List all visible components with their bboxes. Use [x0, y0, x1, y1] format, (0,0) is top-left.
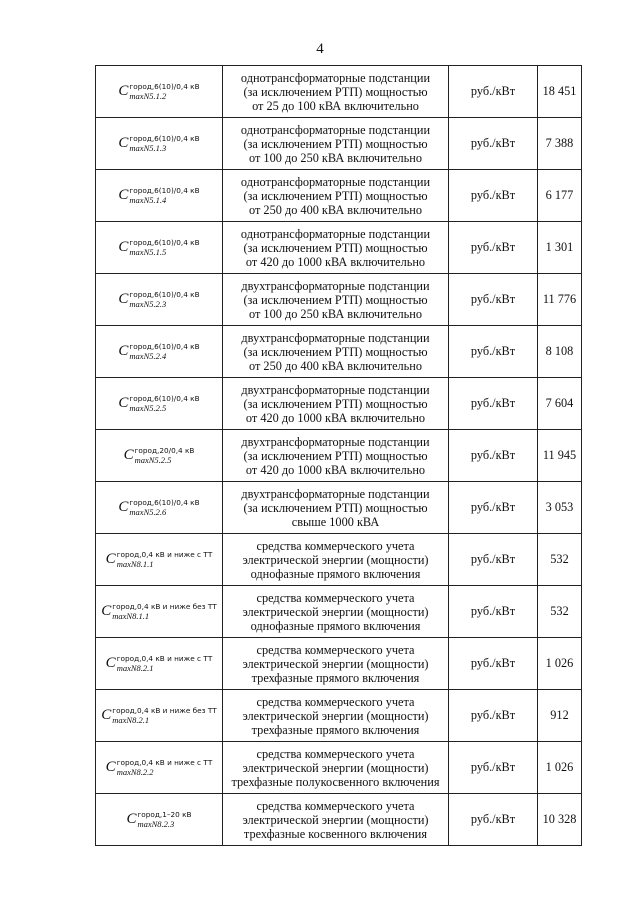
description-line: однотрансформаторные подстанции — [240, 70, 431, 85]
description-line: электрической энергии (мощности) — [242, 708, 429, 723]
symbol-subscript: maxN5.2.5 — [129, 403, 167, 414]
symbol-letter: C — [123, 447, 134, 464]
rate-symbol — [101, 707, 217, 725]
table-row — [96, 430, 582, 482]
description-cell — [223, 534, 449, 586]
unit-cell: руб./кВт — [449, 66, 538, 118]
symbol-letter: C — [101, 603, 112, 620]
description-line: от 420 до 1000 кВА включительно — [245, 410, 426, 425]
description-line: от 100 до 250 кВА включительно — [248, 150, 422, 165]
rate-symbol — [118, 239, 199, 257]
rate-symbol-cell — [96, 794, 223, 846]
description-line: однотрансформаторные подстанции — [240, 174, 431, 189]
description-cell — [223, 794, 449, 846]
description-line: средства коммерческого учета — [256, 798, 415, 813]
value-cell: 8 108 — [538, 326, 582, 378]
value-cell: 7 604 — [538, 378, 582, 430]
symbol-subscript: maxN8.2.3 — [137, 819, 175, 830]
description-line: электрической энергии (мощности) — [242, 760, 429, 775]
unit-cell: руб./кВт — [449, 430, 538, 482]
description-line: однотрансформаторные подстанции — [240, 122, 431, 137]
symbol-superscript: город,6(10)/0,4 кВ — [129, 497, 200, 507]
description-line: однотрансформаторные подстанции — [240, 226, 431, 241]
description-line: (за исключением РТП) мощностью — [243, 292, 428, 307]
symbol-subscript: maxN5.1.4 — [129, 195, 167, 206]
value-cell: 11 945 — [538, 430, 582, 482]
rate-symbol-cell — [96, 586, 223, 638]
symbol-superscript: город,6(10)/0,4 кВ — [129, 289, 200, 299]
rate-symbol — [106, 655, 213, 673]
symbol-subscript: maxN8.1.1 — [112, 611, 150, 622]
unit-cell: руб./кВт — [449, 690, 538, 742]
description-line: (за исключением РТП) мощностью — [243, 188, 428, 203]
table-row — [96, 482, 582, 534]
symbol-letter: C — [101, 707, 112, 724]
symbol-subscript: maxN5.1.2 — [129, 91, 167, 102]
description-cell — [223, 66, 449, 118]
table-row — [96, 326, 582, 378]
symbol-superscript: город,6(10)/0,4 кВ — [129, 81, 200, 91]
symbol-subscript: maxN8.2.1 — [116, 663, 154, 674]
symbol-letter: C — [118, 83, 129, 100]
rate-symbol — [106, 759, 213, 777]
description-line: от 420 до 1000 кВА включительно — [245, 254, 426, 269]
description-line: средства коммерческого учета — [256, 746, 415, 761]
value-cell: 7 388 — [538, 118, 582, 170]
rates-table — [95, 65, 582, 846]
table-row — [96, 638, 582, 690]
table-row — [96, 66, 582, 118]
value-cell: 18 451 — [538, 66, 582, 118]
description-line: трехфазные прямого включения — [251, 722, 420, 737]
description-line: свыше 1000 кВА — [291, 514, 380, 529]
unit-cell: руб./кВт — [449, 638, 538, 690]
description-cell — [223, 482, 449, 534]
description-line: от 25 до 100 кВА включительно — [252, 98, 419, 113]
description-line: (за исключением РТП) мощностью — [243, 396, 428, 411]
description-cell — [223, 274, 449, 326]
symbol-superscript: город,6(10)/0,4 кВ — [129, 185, 200, 195]
description-line: средства коммерческого учета — [256, 538, 415, 553]
description-line: средства коммерческого учета — [256, 590, 415, 605]
rate-symbol — [101, 603, 217, 621]
description-line: (за исключением РТП) мощностью — [243, 344, 428, 359]
symbol-subscript: maxN8.2.1 — [112, 715, 150, 726]
description-line: (за исключением РТП) мощностью — [243, 448, 428, 463]
description-line: (за исключением РТП) мощностью — [243, 136, 428, 151]
rate-symbol-cell — [96, 274, 223, 326]
description-line: от 100 до 250 кВА включительно — [248, 306, 422, 321]
description-cell — [223, 586, 449, 638]
rate-symbol-cell — [96, 326, 223, 378]
value-cell: 1 026 — [538, 742, 582, 794]
symbol-letter: C — [105, 655, 116, 672]
unit-cell: руб./кВт — [449, 586, 538, 638]
description-line: однофазные прямого включения — [250, 566, 421, 581]
rate-symbol-cell — [96, 222, 223, 274]
value-cell: 912 — [538, 690, 582, 742]
unit-cell: руб./кВт — [449, 742, 538, 794]
value-cell: 532 — [538, 534, 582, 586]
rate-symbol — [106, 551, 213, 569]
symbol-superscript: город,1–20 кВ — [137, 809, 192, 819]
description-line: электрической энергии (мощности) — [242, 604, 429, 619]
rate-symbol-cell — [96, 638, 223, 690]
rate-symbol-cell — [96, 430, 223, 482]
unit-cell: руб./кВт — [449, 378, 538, 430]
value-cell: 1 301 — [538, 222, 582, 274]
description-line: двухтрансформаторные подстанции — [241, 278, 430, 293]
value-cell: 6 177 — [538, 170, 582, 222]
table-row — [96, 274, 582, 326]
symbol-letter: C — [118, 395, 129, 412]
table-row — [96, 742, 582, 794]
description-line: двухтрансформаторные подстанции — [241, 434, 430, 449]
symbol-letter: C — [118, 291, 129, 308]
unit-cell: руб./кВт — [449, 118, 538, 170]
table-row — [96, 118, 582, 170]
symbol-superscript: город,6(10)/0,4 кВ — [129, 341, 200, 351]
unit-cell: руб./кВт — [449, 170, 538, 222]
table-row — [96, 690, 582, 742]
table-row — [96, 378, 582, 430]
description-line: (за исключением РТП) мощностью — [243, 84, 428, 99]
symbol-subscript: maxN5.1.5 — [129, 247, 167, 258]
rate-symbol-cell — [96, 170, 223, 222]
rate-symbol — [126, 811, 191, 829]
symbol-superscript: город,0,4 кВ и ниже без ТТ — [112, 705, 217, 715]
description-cell — [223, 690, 449, 742]
description-line: средства коммерческого учета — [256, 694, 415, 709]
rate-symbol — [118, 395, 199, 413]
description-line: (за исключением РТП) мощностью — [243, 240, 428, 255]
description-cell — [223, 378, 449, 430]
description-line: от 250 до 400 кВА включительно — [248, 202, 422, 217]
symbol-letter: C — [118, 343, 129, 360]
description-line: электрической энергии (мощности) — [242, 656, 429, 671]
symbol-letter: C — [118, 239, 129, 256]
symbol-subscript: maxN5.2.3 — [129, 299, 167, 310]
description-line: трехфазные косвенного включения — [243, 826, 428, 841]
description-line: от 250 до 400 кВА включительно — [248, 358, 422, 373]
table-row — [96, 586, 582, 638]
description-cell — [223, 430, 449, 482]
description-cell — [223, 742, 449, 794]
description-line: электрической энергии (мощности) — [242, 552, 429, 567]
rate-symbol-cell — [96, 118, 223, 170]
symbol-superscript: город,6(10)/0,4 кВ — [129, 237, 200, 247]
rate-symbol — [124, 447, 195, 465]
unit-cell: руб./кВт — [449, 794, 538, 846]
symbol-superscript: город,6(10)/0,4 кВ — [129, 393, 200, 403]
symbol-subscript: maxN5.2.4 — [129, 351, 167, 362]
value-cell: 532 — [538, 586, 582, 638]
table-row — [96, 170, 582, 222]
value-cell: 10 328 — [538, 794, 582, 846]
symbol-superscript: город,20/0,4 кВ — [134, 445, 195, 455]
description-cell — [223, 222, 449, 274]
unit-cell: руб./кВт — [449, 482, 538, 534]
table-row — [96, 794, 582, 846]
description-line: однофазные прямого включения — [250, 618, 421, 633]
unit-cell: руб./кВт — [449, 274, 538, 326]
symbol-letter: C — [118, 187, 129, 204]
symbol-letter: C — [118, 135, 129, 152]
symbol-superscript: город,0,4 кВ и ниже с ТТ — [116, 757, 213, 767]
description-line: трехфазные полукосвенного включения — [231, 774, 440, 789]
symbol-letter: C — [105, 759, 116, 776]
table-row — [96, 534, 582, 586]
rate-symbol — [118, 499, 199, 517]
rate-symbol-cell — [96, 66, 223, 118]
rate-symbol-cell — [96, 482, 223, 534]
description-line: электрической энергии (мощности) — [242, 812, 429, 827]
description-cell — [223, 118, 449, 170]
symbol-subscript: maxN8.2.2 — [116, 767, 154, 778]
unit-cell: руб./кВт — [449, 222, 538, 274]
symbol-subscript: maxN5.1.3 — [129, 143, 167, 154]
value-cell: 11 776 — [538, 274, 582, 326]
description-line: (за исключением РТП) мощностью — [243, 500, 428, 515]
symbol-letter: C — [105, 551, 116, 568]
description-line: двухтрансформаторные подстанции — [241, 382, 430, 397]
description-line: средства коммерческого учета — [256, 642, 415, 657]
value-cell: 3 053 — [538, 482, 582, 534]
rate-symbol — [118, 135, 199, 153]
rate-symbol — [118, 187, 199, 205]
description-cell — [223, 638, 449, 690]
table-row — [96, 222, 582, 274]
rate-symbol — [118, 291, 199, 309]
symbol-superscript: город,6(10)/0,4 кВ — [129, 133, 200, 143]
symbol-subscript: maxN5.2.6 — [129, 507, 167, 518]
symbol-letter: C — [126, 811, 137, 828]
description-line: трехфазные прямого включения — [251, 670, 420, 685]
page-number: 4 — [316, 41, 324, 57]
symbol-superscript: город,0,4 кВ и ниже с ТТ — [116, 653, 213, 663]
rate-symbol-cell — [96, 742, 223, 794]
rate-symbol-cell — [96, 534, 223, 586]
description-line: двухтрансформаторные подстанции — [241, 330, 430, 345]
symbol-subscript: maxN5.2.5 — [134, 455, 172, 466]
description-cell — [223, 170, 449, 222]
rate-symbol — [118, 343, 199, 361]
unit-cell: руб./кВт — [449, 326, 538, 378]
rate-symbol-cell — [96, 690, 223, 742]
symbol-superscript: город,0,4 кВ и ниже без ТТ — [112, 601, 217, 611]
rate-symbol-cell — [96, 378, 223, 430]
symbol-superscript: город,0,4 кВ и ниже с ТТ — [116, 549, 213, 559]
symbol-subscript: maxN8.1.1 — [116, 559, 154, 570]
description-cell — [223, 326, 449, 378]
unit-cell: руб./кВт — [449, 534, 538, 586]
symbol-letter: C — [118, 499, 129, 516]
value-cell: 1 026 — [538, 638, 582, 690]
description-line: двухтрансформаторные подстанции — [241, 486, 430, 501]
description-line: от 420 до 1000 кВА включительно — [245, 462, 426, 477]
rate-symbol — [118, 83, 199, 101]
